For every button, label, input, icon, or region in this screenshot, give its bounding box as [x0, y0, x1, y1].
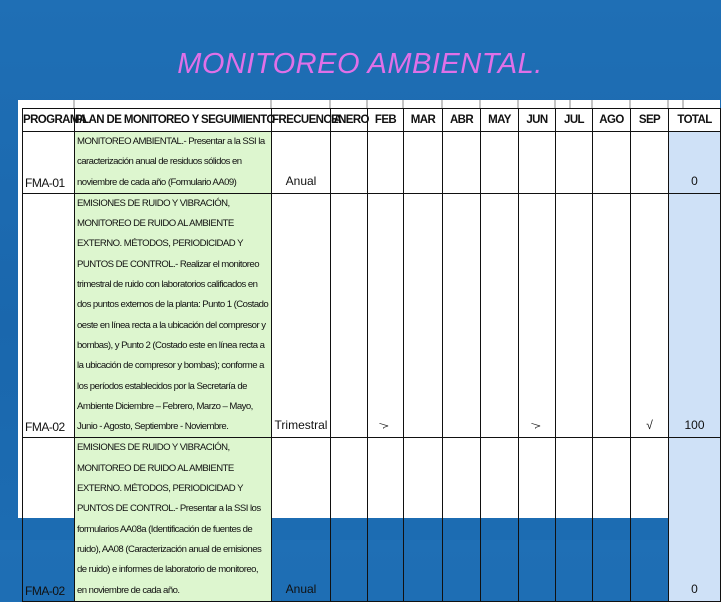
check-mark: √: [646, 418, 653, 433]
month-cell: [631, 193, 669, 438]
plan-cell: MONITOREO AMBIENTAL.- Presentar a la SSI la caracterización anual de residuos sólidos en noviembre de cada año (Formulario AA09): [75, 132, 272, 194]
col-header-programa: PROGRAMA: [23, 109, 75, 132]
total-cell: 0: [669, 132, 721, 194]
col-header-feb: FEB: [368, 109, 404, 132]
frecuencia-cell: Anual: [272, 132, 331, 194]
frecuencia-cell: Trimestral: [272, 193, 331, 438]
col-header-jul: JUL: [556, 109, 593, 132]
table-row: [23, 193, 721, 438]
header-row: [23, 109, 721, 132]
col-header-plan: PLAN DE MONITOREO Y SEGUIMIENTO: [75, 109, 272, 132]
month-cell: [443, 193, 481, 438]
month-cell: [404, 193, 443, 438]
frecuencia-cell: Anual: [272, 438, 331, 601]
month-cell: [556, 438, 593, 601]
month-cell: [404, 438, 443, 601]
col-header-total: TOTAL: [669, 109, 721, 132]
month-cell: [331, 193, 368, 438]
month-cell: [519, 193, 556, 438]
col-header-ago: AGO: [593, 109, 631, 132]
month-cell: [631, 438, 669, 601]
check-mark: √: [530, 423, 543, 430]
col-header-mar: MAR: [404, 109, 443, 132]
plan-cell: EMISIONES DE RUIDO Y VIBRACIÓN, MONITOREO DE RUIDO AL AMBIENTE EXTERNO. MÉTODOS, PERIODICIDAD Y PUNTOS DE CONTROL.- Presentar a la SSI los formularios AA08a (Identificación de fuentes de ruido), AA08 (Caracterización anual de emisiones de ruido) e informes de laboratorio de monitoreo, en noviembre de cada año.: [75, 438, 272, 601]
month-cell: [404, 132, 443, 194]
month-cell: [331, 438, 368, 601]
month-cell: [556, 132, 593, 194]
programa-cell: FMA-02: [23, 438, 75, 601]
month-cell: [481, 132, 519, 194]
spreadsheet: [18, 100, 720, 598]
month-cell: [443, 438, 481, 601]
check-mark: √: [379, 423, 392, 430]
table-row: [23, 438, 721, 601]
col-header-abr: ABR: [443, 109, 481, 132]
total-cell: 100: [669, 193, 721, 438]
total-cell: 0: [669, 438, 721, 601]
month-cell: [556, 193, 593, 438]
month-cell: [443, 132, 481, 194]
programa-cell: FMA-01: [23, 132, 75, 194]
month-cell: [593, 193, 631, 438]
slide-title: MONITOREO AMBIENTAL.: [177, 48, 543, 80]
plan-cell: EMISIONES DE RUIDO Y VIBRACIÓN, MONITOREO DE RUIDO AL AMBIENTE EXTERNO. MÉTODOS, PERIODICIDAD Y PUNTOS DE CONTROL.- Realizar el monitoreo trimestral de ruido con laboratorios calificados en dos puntos externos de la planta: Punto 1 (Costado oeste en línea recta a la ubicación del compresor y bombas), y Punto 2 (Costado este en línea recta a la ubicación de compresor y bombas); conforme a los períodos establecidos por la Secretaría de Ambiente Diciembre – Febrero, Marzo – Mayo, Junio - Agosto, Septiembre - Noviembre.: [75, 193, 272, 438]
month-cell: [368, 193, 404, 438]
month-cell: [331, 132, 368, 194]
month-cell: [481, 193, 519, 438]
month-cell: [481, 438, 519, 601]
col-header-jun: JUN: [519, 109, 556, 132]
month-cell: [519, 132, 556, 194]
month-cell: [631, 132, 669, 194]
col-header-sep: SEP: [631, 109, 669, 132]
col-header-may: MAY: [481, 109, 519, 132]
month-cell: [593, 438, 631, 601]
month-cell: [368, 132, 404, 194]
column-ruler: [18, 100, 720, 108]
month-cell: [368, 438, 404, 601]
month-cell: [519, 438, 556, 601]
month-cell: [593, 132, 631, 194]
col-header-frecuencia: FRECUENCIA: [272, 109, 331, 132]
monitoring-table: [22, 108, 721, 602]
table-row: [23, 132, 721, 194]
col-header-enero: ENERO: [331, 109, 368, 132]
programa-cell: FMA-02: [23, 193, 75, 438]
